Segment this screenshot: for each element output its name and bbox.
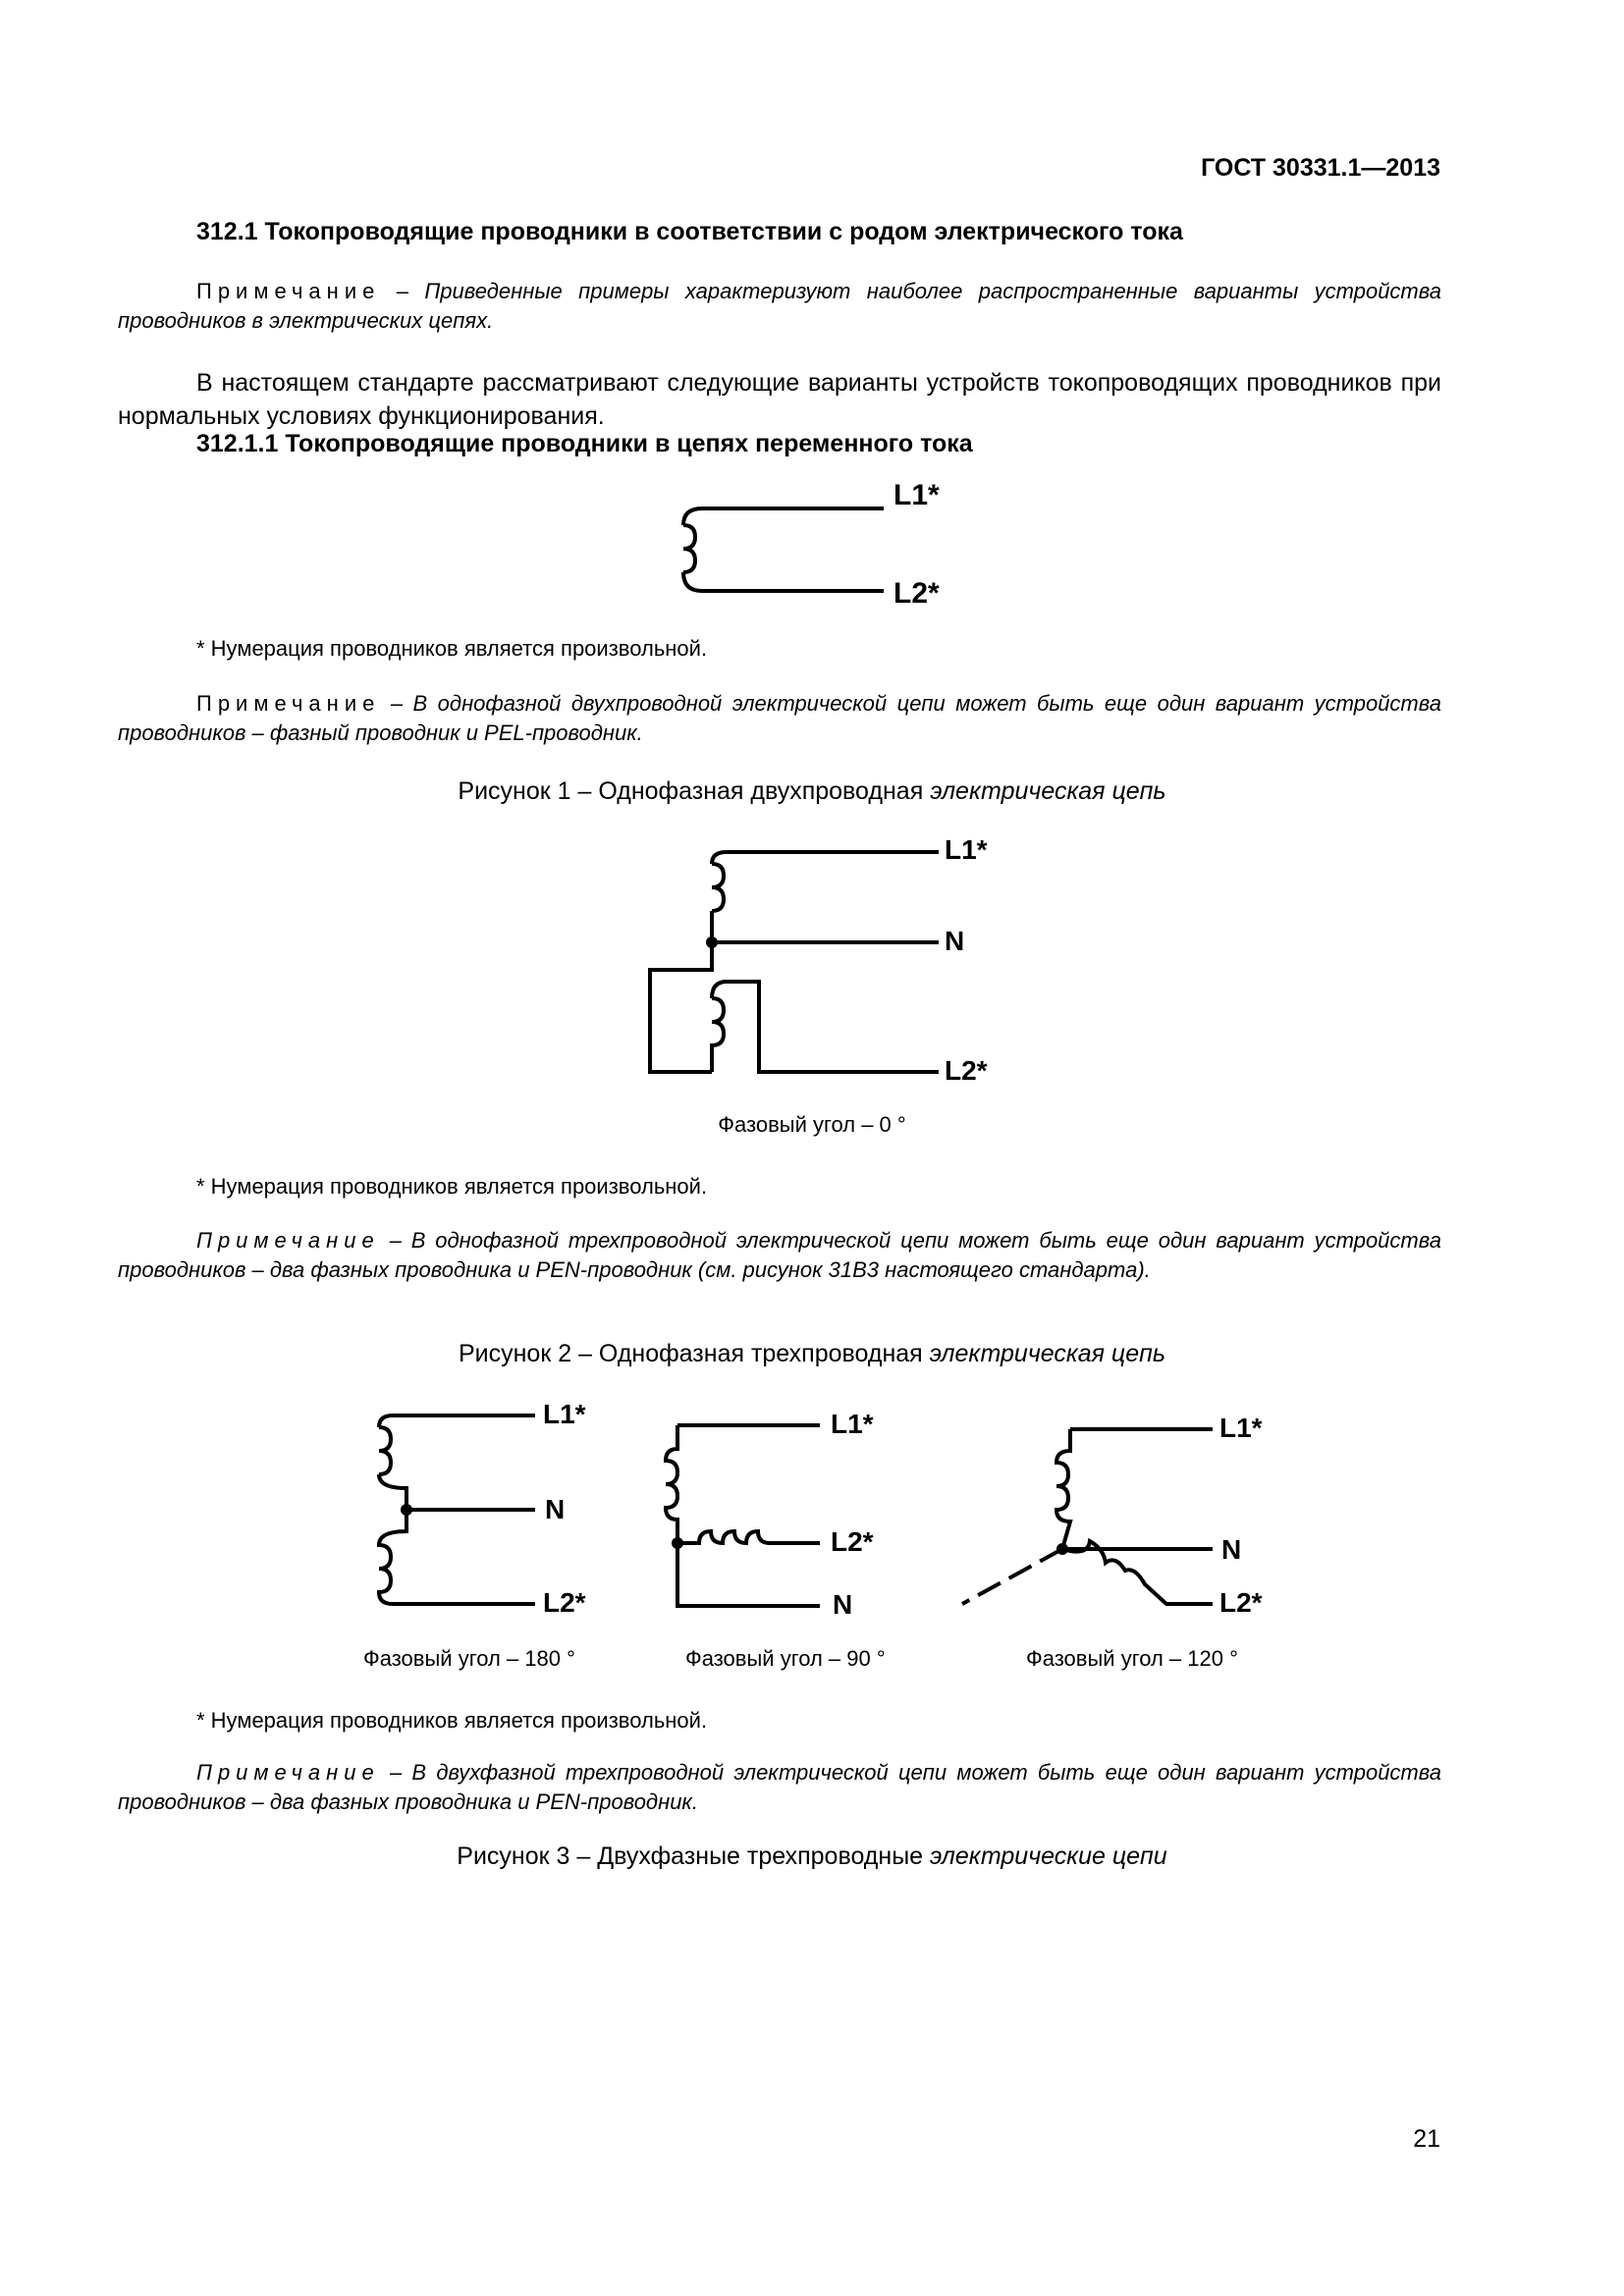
fig3c-phase: Фазовый угол – 120 ° — [1026, 1646, 1238, 1671]
fig3c-label-l1: L1* — [1219, 1413, 1263, 1443]
section-title: 312.1 Токопроводящие проводники в соответствии с родом электрического тока — [196, 218, 1183, 245]
fig1-caption-plain: Рисунок 1 – Однофазная двухпроводная — [458, 777, 931, 805]
fig3-caption — [0, 1842, 1624, 1871]
fig1-caption — [0, 777, 1624, 806]
fig2-caption-italic: электрическая цепь — [929, 1340, 1166, 1367]
fig2-note — [118, 1226, 1441, 1285]
fig1-caption-italic: электрическая цепь — [930, 777, 1166, 805]
fig3c-label-l2: L2* — [1219, 1587, 1263, 1618]
fig1-label-l2: L2* — [893, 577, 940, 610]
fig3a-label-n: N — [545, 1494, 566, 1524]
fig3c-label-n: N — [1221, 1534, 1242, 1565]
fig1-note — [118, 689, 1441, 748]
fig2-note-text: – В однофазной трехпроводной электрической цепи может быть еще один вариант устройства проводников – два фазных проводника и PEN-проводник (см. рисунок 31В3 настоящего стандарта). — [118, 1228, 1441, 1282]
figure-3c-diagram — [952, 1394, 1286, 1620]
fig1-footnote: * Нумерация проводников является произвольной. — [196, 636, 708, 661]
fig3b-phase: Фазовый угол – 90 ° — [685, 1646, 886, 1671]
fig3b-label-l1: L1* — [831, 1409, 874, 1439]
fig3a-label-l1: L1* — [543, 1399, 586, 1429]
fig3b-label-l2: L2* — [831, 1526, 874, 1557]
fig2-caption-plain: Рисунок 2 – Однофазная трехпроводная — [458, 1340, 930, 1367]
fig2-note-label: Примечание — [196, 1228, 380, 1253]
fig3a-phase: Фазовый угол – 180 ° — [363, 1646, 575, 1671]
fig3-note — [118, 1758, 1441, 1817]
note-label: Примечание — [196, 279, 381, 303]
figure-2-diagram — [638, 834, 1011, 1090]
page-number: 21 — [1413, 2125, 1440, 2153]
fig1-note-text: – В однофазной двухпроводной электрической цепи может быть еще один вариант устройства проводников – фазный проводник и PEL-проводник. — [118, 691, 1441, 745]
fig2-phase: Фазовый угол – 0 ° — [718, 1112, 906, 1137]
note-1 — [118, 277, 1441, 336]
fig2-label-n: N — [945, 926, 965, 956]
fig3a-label-l2: L2* — [543, 1587, 586, 1618]
fig3-footnote: * Нумерация проводников является произвольной. — [196, 1708, 708, 1733]
standard-header: ГОСТ 30331.1—2013 — [1201, 154, 1440, 182]
note-dash: – — [380, 279, 425, 303]
figure-3b-diagram — [658, 1394, 903, 1620]
fig3-note-label: Примечание — [196, 1760, 380, 1785]
fig3-caption-italic: электрические цепи — [930, 1842, 1167, 1870]
intro-paragraph: В настоящем стандарте рассматривают следующие варианты устройств токопроводящих проводников при нормальных условиях функционирования. — [118, 369, 1441, 430]
fig2-label-l1: L1* — [945, 834, 988, 865]
fig3-note-text: – В двухфазной трехпроводной электрической цепи может быть еще один вариант устройства проводников – два фазных проводника и PEN-проводник. — [118, 1760, 1441, 1814]
note-text: Приведенные примеры характеризуют наиболее распространенные варианты устройства проводников в электрических цепях. — [118, 279, 1441, 333]
fig2-caption — [0, 1340, 1624, 1368]
figure-3a-diagram — [363, 1394, 619, 1620]
subsection-title: 312.1.1 Токопроводящие проводники в цепях переменного тока — [196, 430, 973, 457]
fig2-footnote: * Нумерация проводников является произвольной. — [196, 1174, 708, 1199]
fig3b-label-n: N — [833, 1589, 853, 1620]
fig1-label-l1: L1* — [893, 481, 940, 511]
figure-1-diagram — [677, 481, 992, 618]
fig1-note-label: Примечание — [196, 691, 381, 716]
fig2-label-l2: L2* — [945, 1055, 988, 1086]
fig3-caption-plain: Рисунок 3 – Двухфазные трехпроводные — [457, 1842, 931, 1870]
